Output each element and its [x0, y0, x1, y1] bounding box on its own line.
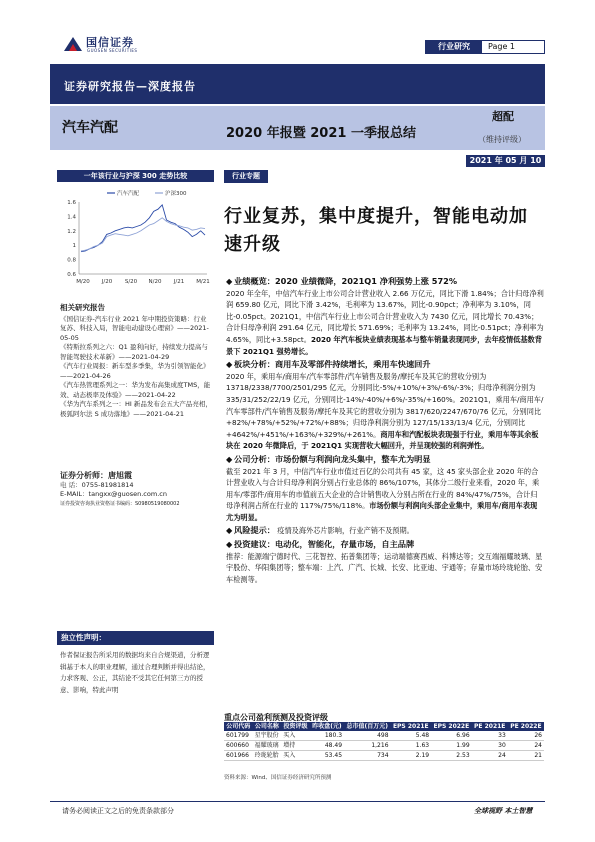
page-number: Page 1: [488, 42, 515, 51]
footer-divider: [50, 801, 545, 802]
table-header: PE 2022E: [508, 722, 544, 731]
analyst-label: 证券分析师：: [60, 471, 108, 480]
analyst-email: E-MAIL：tangxx@guosen.com.cn: [60, 490, 167, 498]
bullet-text: 疫情及海外芯片影响，行业产销不及预期。: [277, 526, 414, 536]
analyst-info: [60, 471, 213, 509]
bullet-text: 截至 2021 年 3 月，中信汽车行业市值过百亿的公司共有 45 家，这 45 家头部企业 2020 年的合计营业收入与合计归母净利润分别占行业总体的 86%/107%，其体分二级行业来看，2020 年，乘用车/零部件/商用车的市值前五大企业的合计销售收入分别占所在行业的 84%/47%/75%，合计归母净利润占所在行业的 117%/75%/118%。: [226, 466, 540, 511]
cell: 24: [508, 741, 544, 751]
analyst-phone: 电 话：0755-81981814: [60, 480, 134, 489]
cell: 498: [344, 731, 390, 741]
cell: 601966: [224, 751, 253, 761]
y-tick-label: 1.4: [67, 214, 76, 221]
cell: 21: [508, 751, 544, 761]
report-title: 2020 年报暨 2021 一季报总结: [226, 126, 416, 141]
table-source: 资料来源：Wind、国信证券经济研究所预测: [224, 775, 332, 781]
series-line-1: [81, 218, 205, 251]
bullet-diamond-icon: ◆: [226, 359, 233, 370]
cell: 48.49: [310, 741, 344, 751]
cell: 600660: [224, 741, 253, 751]
sector-name: 汽车汽配: [62, 120, 118, 136]
bullet-diamond-icon: ◆: [226, 453, 233, 464]
cell: 买入: [281, 731, 310, 741]
bullet-head: 投资建议：电动化，智能化，存量市场，自主品牌: [234, 539, 415, 550]
doc-type: 行业研究: [426, 41, 482, 53]
cell: 1.63: [391, 741, 432, 751]
chart-title: 一年该行业与沪深 300 走势比较: [57, 170, 214, 182]
bullet-item: [226, 276, 544, 357]
rating: 超配: [492, 110, 514, 123]
analyst-name: 唐旭霞: [108, 471, 132, 480]
guosen-logo-icon: [62, 33, 84, 55]
report-date: 2021 年 05 月 10 日: [466, 155, 545, 167]
y-tick-label: 0.8: [67, 257, 76, 264]
cell: 2.19: [391, 751, 432, 761]
table-header: PE 2021E: [472, 722, 508, 731]
y-tick-label: 1.2: [67, 228, 76, 235]
bullet-item: [226, 359, 544, 452]
table-header: 公司名称: [253, 722, 282, 731]
cell: 734: [344, 751, 390, 761]
legend-label: 沪深300: [165, 191, 187, 197]
bullet-head: 公司分析：市场份额与利润向龙头集中，整车尤为明显: [234, 453, 431, 464]
table-header: EPS 2021E: [391, 722, 432, 731]
cell: 53.45: [310, 751, 344, 761]
related-item: 《汽车行业周报：新车型多季集，华为引领智能化》——2021-04-26: [60, 362, 210, 380]
x-tick-label: J/21: [173, 279, 185, 285]
cell: 1,216: [344, 741, 390, 751]
cell: 星宇股份: [253, 731, 282, 741]
bullet-text: 2020 年全年，中信汽车行业上市公司合计营业收入 2.66 万亿元，同比下滑 1.84%；合计归母净利润 659.80 亿元，同比下滑 3.42%，毛利率为 13.67%，同比-0.90pct；净利率为 3.10%，同比-0.05pct。2021Q1，中信汽车行业上市公司合计营业收入为 7430 亿元，同比增长 70.43%；合计归母净利润 291.64 亿元，同比增长 571.69%；毛利率为 13.24%，同比-0.51pct；净利率为 4.65%，同比+3.58pct。: [226, 288, 544, 344]
cell: 福耀玻璃: [253, 741, 282, 751]
bullet-bold: 市场份额与利润向头部企业集中，乘用车/商用车表现尤为明显。: [226, 501, 538, 522]
bullet-item: [226, 525, 544, 537]
analyst-cert: 证券投资咨询执业资格证书编码：S0980519080002: [60, 500, 180, 507]
bullet-bold: 2020 年汽车板块业绩表现基本与整车销量表现同步，去年疫情低基数背景下 2021Q1 强势增长。: [226, 334, 542, 356]
table-row: [224, 741, 544, 751]
bullet-head: 业绩概览：2020 业绩微降，2021Q1 净利强势上涨 572%: [234, 276, 458, 286]
y-tick-label: 0.6: [67, 272, 76, 278]
table-title: 重点公司盈利预测及投资评级: [224, 713, 328, 722]
disclaimer-text: 作者保证报告所采用的数据均来自合规渠道，分析逻辑基于本人的职业理解，通过合理判断并得出结论，力求客观、公正，其结论不受其它任何第三方的授意、影响，特此声明: [60, 651, 210, 694]
footer-slogan: 全球视野 本土智慧: [474, 807, 533, 815]
bullet-item: [226, 454, 544, 524]
forecast-table: [224, 722, 544, 761]
footer-disclaimer: 请务必阅读正文之后的免责条款部分: [62, 807, 174, 815]
bullet-text: 2020 年，乘用车/商用车/汽车零部件/汽车销售及服务/摩托车及其它的营收分别为 13718/2338/7700/2501/295 亿元，分别同比-5%/+10%/+3%/-6%/-3%；归母净利润分别为 335/31/252/22/19 亿元，分别同比-14%/-40%/+6%/-35%/+160%。2021Q1，乘用车/商用车/汽车零部件/汽车销售及服务/摩托车及其它的营收分别为 3817/620/2247/670/76 亿元，分别同比+82%/+78%/+52%/+72%/+88%；归母净利润分别为 127/15/133/13/4 亿元，分别同比+4642%/+451%/+163%/+329%/+261%。: [226, 371, 544, 439]
table-header: 投资评级: [281, 722, 310, 731]
related-item: 《国信证券-汽车行业 2021 年中期投资策略：行业复苏、科技入局，智能电动建设心理窗》——2021-05-05: [60, 314, 209, 342]
table-header-row: [224, 722, 544, 731]
trend-chart: [57, 186, 214, 298]
cell: 2.53: [431, 751, 472, 761]
logo-name: 国信证券: [86, 36, 134, 49]
bullet-bold: 商用车和汽配板块表现强于行业，乘用车等其余板块在 2020 年微降后，于 2021Q1 实现营收大幅回升，并呈现较强的利润弹性。: [226, 429, 539, 451]
cell: 30: [472, 741, 508, 751]
x-tick-label: S/20: [124, 279, 138, 285]
report-tag: 行业专题: [224, 170, 268, 183]
table-header: EPS 2022E: [431, 722, 472, 731]
doc-type-box: [425, 40, 545, 54]
cell: 增持: [281, 741, 310, 751]
related-head: 相关研究报告: [60, 303, 105, 312]
y-tick-label: 1: [72, 243, 76, 250]
x-tick-label: M/21: [196, 279, 210, 285]
logo-english: GUOSEN SECURITIES: [87, 48, 138, 53]
bullet-item: [226, 539, 544, 585]
bullet-head: 板块分析：商用车及零部件持续增长，乘用车快速回升: [234, 359, 431, 370]
bullet-diamond-icon: ◆: [226, 276, 233, 286]
bullet-text: 推荐：能源端宁德时代、三花智控、拓普集团等；运动端德赛西威、科博达等；交互端福耀玻璃、星宇股份、华阳集团等；整车端：上汽、广汽、长城、长安、比亚迪、宇通等；存量市场玲珑轮胎、安车检测等。: [226, 551, 543, 584]
table-header: 昨收盘(元): [310, 722, 344, 731]
table-row: [224, 731, 544, 741]
related-item: 《特斯拉系列之六：Q1 盈利向好，持续发力提高与智能驾驶技术革新》——2021-04-29: [60, 343, 208, 361]
legend-label: 汽车汽配: [117, 191, 140, 197]
table-row: [224, 751, 544, 761]
cell: 33: [472, 731, 508, 741]
table-header: 总市值(百万元): [344, 722, 390, 731]
bullet-diamond-icon: ◆: [226, 525, 233, 536]
x-tick-label: J/20: [101, 279, 113, 285]
related-item: 《汽车热管理系列之一：华为发布高集成度TMS，能效、动态极率及体验》——2021-04-22: [60, 381, 211, 399]
x-tick-label: N/20: [148, 279, 162, 285]
table-header: 公司代码: [224, 722, 253, 731]
summary-body: [226, 276, 544, 587]
cell: 5.48: [391, 731, 432, 741]
related-research: [60, 303, 213, 419]
rating-note: （维持评级）: [478, 135, 526, 144]
report-series: 证券研究报告—深度报告: [64, 80, 196, 93]
cell: 6.96: [431, 731, 472, 741]
disclaimer-head: 独立性声明：: [57, 631, 214, 645]
cell: 1.99: [431, 741, 472, 751]
x-tick-label: M/20: [76, 279, 90, 285]
cell: 24: [472, 751, 508, 761]
bullet-diamond-icon: ◆: [226, 539, 233, 550]
cell: 买入: [281, 751, 310, 761]
cell: 601799: [224, 731, 253, 741]
y-tick-label: 1.6: [67, 200, 76, 206]
cell: 180.3: [310, 731, 344, 741]
related-item: 《华为汽车系列之一：HI 新品发布会五大产品亮相，极狐阿尔法 S 成功落地》——2021-04-21: [60, 400, 212, 418]
cell: 玲珑轮胎: [253, 751, 282, 761]
cell: 26: [508, 731, 544, 741]
bullet-head: 风险提示：: [234, 525, 275, 536]
headline: 行业复苏，集中度提升，智能电动加速升级: [224, 206, 528, 255]
